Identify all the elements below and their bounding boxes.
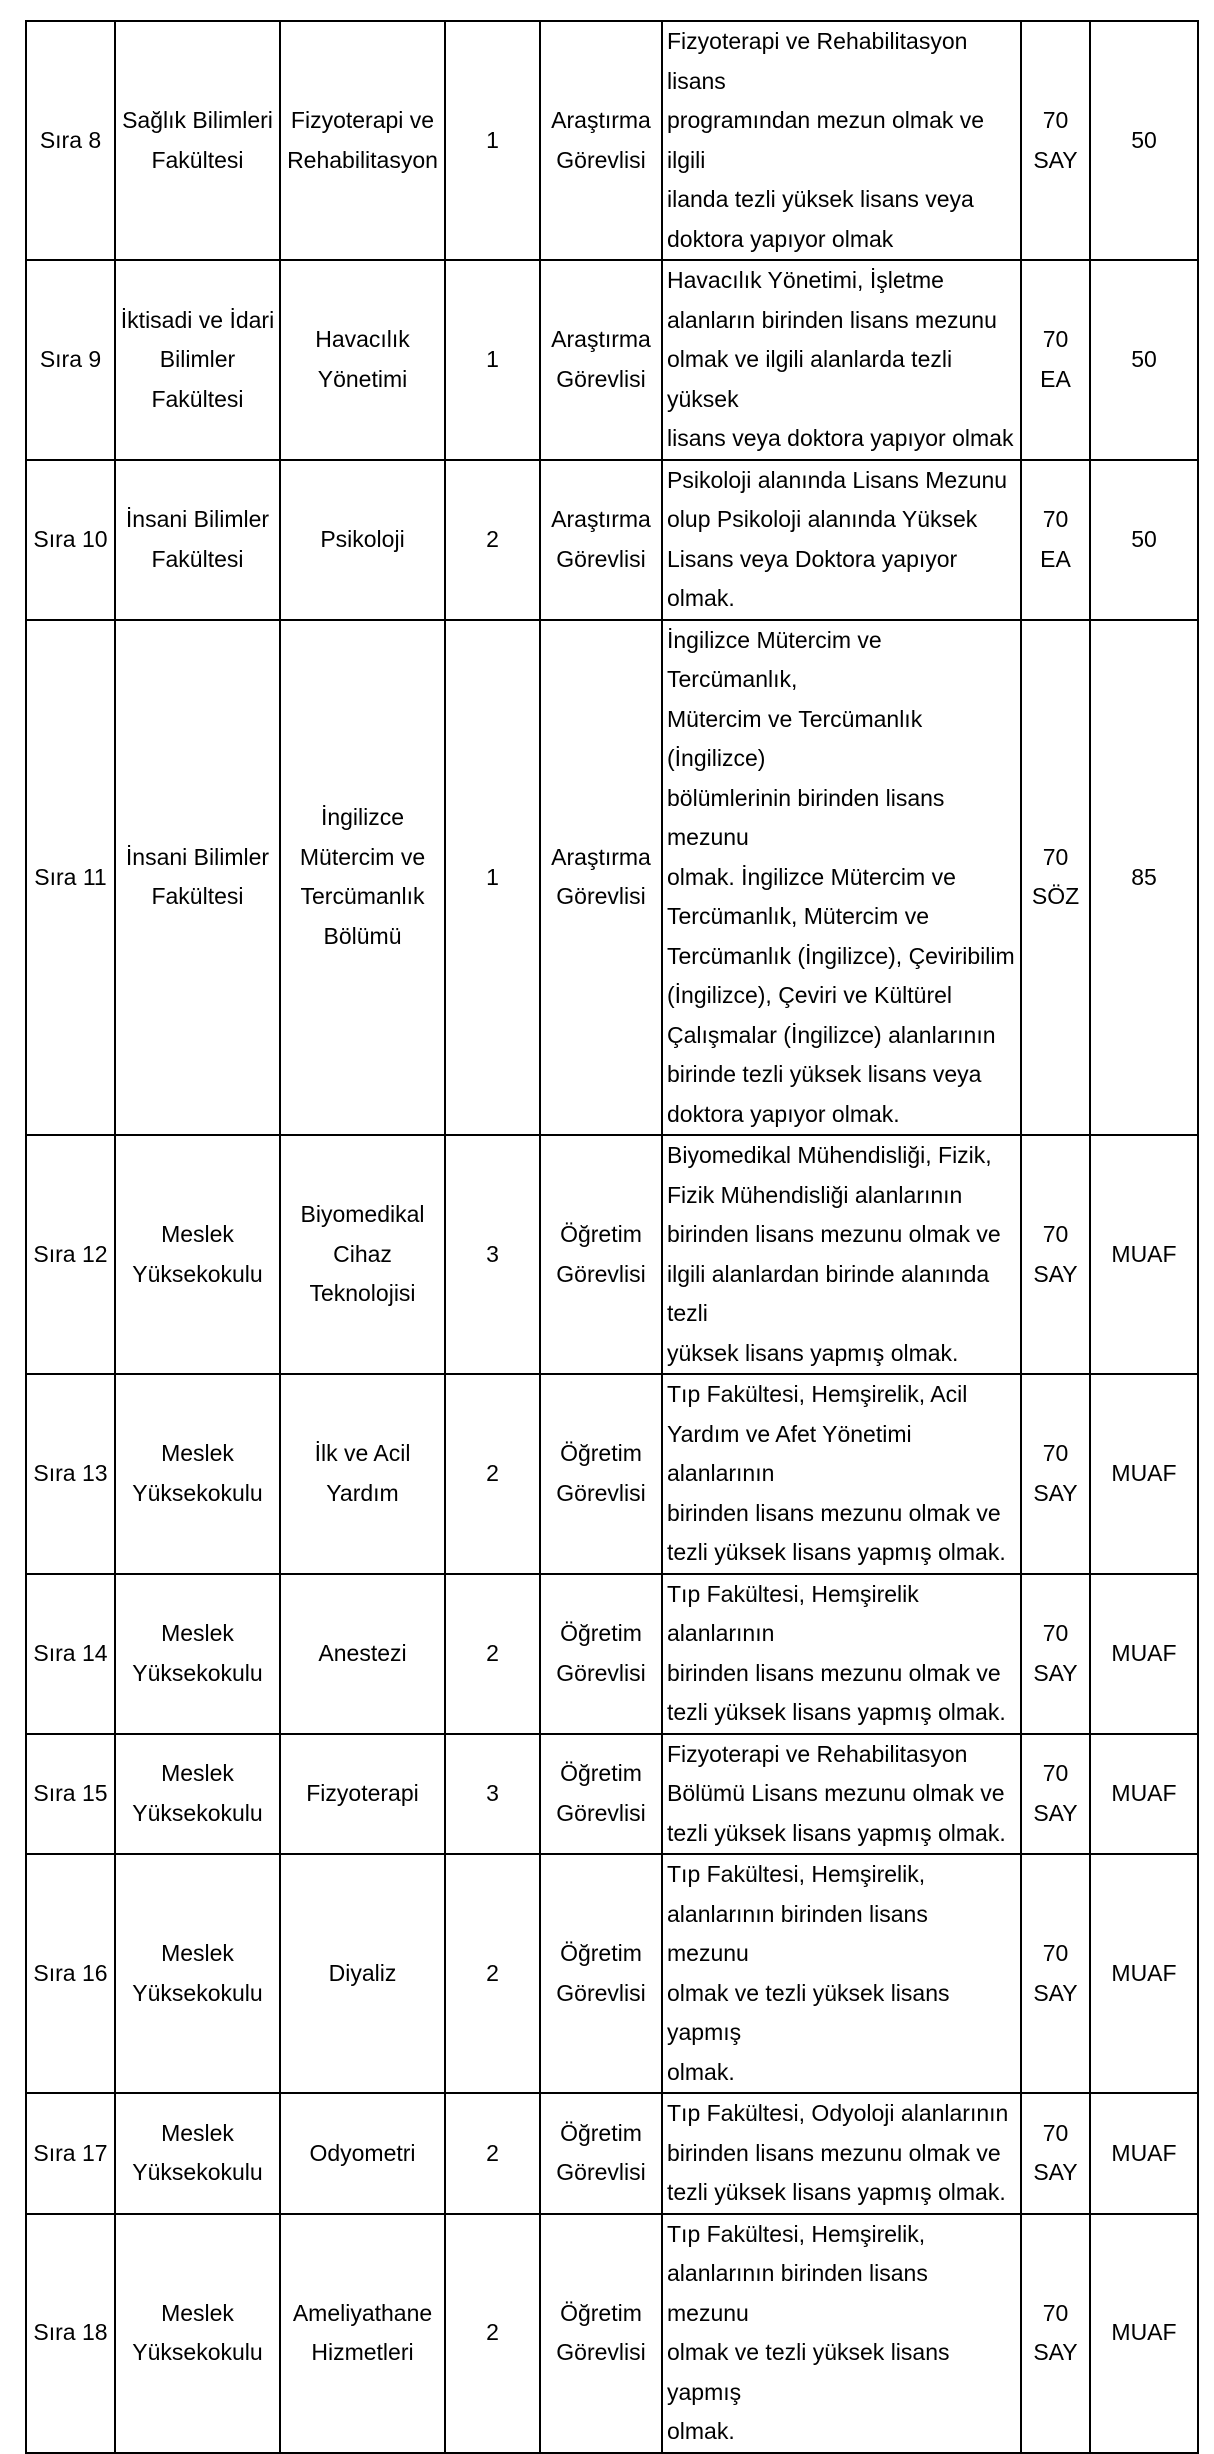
department-cell: İlk ve Acil Yardım: [280, 1374, 445, 1574]
count-cell: 1: [445, 21, 540, 260]
department-cell: Psikoloji: [280, 460, 445, 620]
table-row: [26, 460, 1198, 620]
unit-cell: Meslek Yüksekokulu: [115, 1574, 280, 1734]
language-score-cell: 85: [1090, 620, 1198, 1136]
ales-score-cell: 70 EA: [1021, 460, 1090, 620]
position-title-cell: Öğretim Görevlisi: [540, 1734, 662, 1855]
department-cell: Odyometri: [280, 2093, 445, 2214]
requirements-cell: Tıp Fakültesi, Hemşirelik alanlarının birinden lisans mezunu olmak ve tezli yüksek lisans yapmış olmak.: [662, 1574, 1021, 1734]
language-score-cell: MUAF: [1090, 1135, 1198, 1374]
unit-cell: Sağlık Bilimleri Fakültesi: [115, 21, 280, 260]
count-cell: 2: [445, 1574, 540, 1734]
position-title-cell: Araştırma Görevlisi: [540, 460, 662, 620]
unit-cell: Meslek Yüksekokulu: [115, 2093, 280, 2214]
unit-cell: Meslek Yüksekokulu: [115, 1734, 280, 1855]
language-score-cell: 50: [1090, 460, 1198, 620]
count-cell: 3: [445, 1135, 540, 1374]
row-number-cell: Sıra 8: [26, 21, 115, 260]
department-cell: Diyaliz: [280, 1854, 445, 2093]
positions-table-body: [26, 21, 1198, 2453]
row-number-cell: Sıra 10: [26, 460, 115, 620]
row-number-cell: Sıra 13: [26, 1374, 115, 1574]
ales-score-cell: 70 SAY: [1021, 2093, 1090, 2214]
unit-cell: İnsani Bilimler Fakültesi: [115, 620, 280, 1136]
language-score-cell: MUAF: [1090, 1854, 1198, 2093]
row-number-cell: Sıra 14: [26, 1574, 115, 1734]
position-title-cell: Öğretim Görevlisi: [540, 1374, 662, 1574]
department-cell: Biyomedikal Cihaz Teknolojisi: [280, 1135, 445, 1374]
ales-score-cell: 70 SAY: [1021, 1854, 1090, 2093]
ales-score-cell: 70 SAY: [1021, 1734, 1090, 1855]
unit-cell: Meslek Yüksekokulu: [115, 2214, 280, 2453]
position-title-cell: Öğretim Görevlisi: [540, 1854, 662, 2093]
requirements-cell: Fizyoterapi ve Rehabilitasyon lisans programından mezun olmak ve ilgili ilanda tezli yüksek lisans veya doktora yapıyor olmak: [662, 21, 1021, 260]
row-number-cell: Sıra 17: [26, 2093, 115, 2214]
position-title-cell: Öğretim Görevlisi: [540, 1574, 662, 1734]
table-row: [26, 21, 1198, 260]
language-score-cell: MUAF: [1090, 1574, 1198, 1734]
count-cell: 1: [445, 620, 540, 1136]
position-title-cell: Araştırma Görevlisi: [540, 260, 662, 460]
position-title-cell: Araştırma Görevlisi: [540, 21, 662, 260]
language-score-cell: MUAF: [1090, 2214, 1198, 2453]
count-cell: 1: [445, 260, 540, 460]
row-number-cell: Sıra 18: [26, 2214, 115, 2453]
count-cell: 2: [445, 1374, 540, 1574]
position-title-cell: Araştırma Görevlisi: [540, 620, 662, 1136]
count-cell: 2: [445, 2214, 540, 2453]
department-cell: Ameliyathane Hizmetleri: [280, 2214, 445, 2453]
requirements-cell: Biyomedikal Mühendisliği, Fizik, Fizik Mühendisliği alanlarının birinden lisans mezunu olmak ve ilgili alanlardan birinde alanında tezli yüksek lisans yapmış olmak.: [662, 1135, 1021, 1374]
unit-cell: İktisadi ve İdari Bilimler Fakültesi: [115, 260, 280, 460]
row-number-cell: Sıra 16: [26, 1854, 115, 2093]
language-score-cell: 50: [1090, 260, 1198, 460]
department-cell: İngilizce Mütercim ve Tercümanlık Bölümü: [280, 620, 445, 1136]
requirements-cell: Havacılık Yönetimi, İşletme alanların birinden lisans mezunu olmak ve ilgili alanlarda tezli yüksek lisans veya doktora yapıyor olmak: [662, 260, 1021, 460]
unit-cell: Meslek Yüksekokulu: [115, 1135, 280, 1374]
requirements-cell: Tıp Fakültesi, Odyoloji alanlarının birinden lisans mezunu olmak ve tezli yüksek lisans yapmış olmak.: [662, 2093, 1021, 2214]
language-score-cell: MUAF: [1090, 1374, 1198, 1574]
table-row: [26, 620, 1198, 1136]
table-row: [26, 1135, 1198, 1374]
row-number-cell: Sıra 11: [26, 620, 115, 1136]
table-row: [26, 1734, 1198, 1855]
language-score-cell: 50: [1090, 21, 1198, 260]
table-row: [26, 2093, 1198, 2214]
table-row: [26, 260, 1198, 460]
requirements-cell: İngilizce Mütercim ve Tercümanlık, Mütercim ve Tercümanlık (İngilizce) bölümlerinin birinden lisans mezunu olmak. İngilizce Mütercim ve Tercümanlık, Mütercim ve Tercümanlık (İngilizce), Çeviribilim (İngilizce), Çeviri ve Kültürel Çalışmalar (İngilizce) alanlarının birinde tezli yüksek lisans veya doktora yapıyor olmak.: [662, 620, 1021, 1136]
requirements-cell: Fizyoterapi ve Rehabilitasyon Bölümü Lisans mezunu olmak ve tezli yüksek lisans yapmış olmak.: [662, 1734, 1021, 1855]
ales-score-cell: 70 SAY: [1021, 21, 1090, 260]
position-title-cell: Öğretim Görevlisi: [540, 2093, 662, 2214]
position-title-cell: Öğretim Görevlisi: [540, 2214, 662, 2453]
ales-score-cell: 70 SÖZ: [1021, 620, 1090, 1136]
ales-score-cell: 70 SAY: [1021, 1135, 1090, 1374]
ales-score-cell: 70 SAY: [1021, 1374, 1090, 1574]
requirements-cell: Tıp Fakültesi, Hemşirelik, alanlarının birinden lisans mezunu olmak ve tezli yüksek lisans yapmış olmak.: [662, 1854, 1021, 2093]
department-cell: Havacılık Yönetimi: [280, 260, 445, 460]
ales-score-cell: 70 SAY: [1021, 1574, 1090, 1734]
requirements-cell: Psikoloji alanında Lisans Mezunu olup Psikoloji alanında Yüksek Lisans veya Doktora yapıyor olmak.: [662, 460, 1021, 620]
positions-table: [25, 20, 1199, 2454]
unit-cell: Meslek Yüksekokulu: [115, 1374, 280, 1574]
table-row: [26, 1374, 1198, 1574]
count-cell: 2: [445, 460, 540, 620]
unit-cell: İnsani Bilimler Fakültesi: [115, 460, 280, 620]
ales-score-cell: 70 EA: [1021, 260, 1090, 460]
department-cell: Anestezi: [280, 1574, 445, 1734]
count-cell: 2: [445, 2093, 540, 2214]
row-number-cell: Sıra 15: [26, 1734, 115, 1855]
table-row: [26, 1574, 1198, 1734]
requirements-cell: Tıp Fakültesi, Hemşirelik, alanlarının birinden lisans mezunu olmak ve tezli yüksek lisans yapmış olmak.: [662, 2214, 1021, 2453]
department-cell: Fizyoterapi: [280, 1734, 445, 1855]
department-cell: Fizyoterapi ve Rehabilitasyon: [280, 21, 445, 260]
table-row: [26, 2214, 1198, 2453]
language-score-cell: MUAF: [1090, 1734, 1198, 1855]
position-title-cell: Öğretim Görevlisi: [540, 1135, 662, 1374]
ales-score-cell: 70 SAY: [1021, 2214, 1090, 2453]
requirements-cell: Tıp Fakültesi, Hemşirelik, Acil Yardım ve Afet Yönetimi alanlarının birinden lisans mezunu olmak ve tezli yüksek lisans yapmış olmak.: [662, 1374, 1021, 1574]
count-cell: 2: [445, 1854, 540, 2093]
row-number-cell: Sıra 12: [26, 1135, 115, 1374]
table-row: [26, 1854, 1198, 2093]
count-cell: 3: [445, 1734, 540, 1855]
language-score-cell: MUAF: [1090, 2093, 1198, 2214]
unit-cell: Meslek Yüksekokulu: [115, 1854, 280, 2093]
row-number-cell: Sıra 9: [26, 260, 115, 460]
